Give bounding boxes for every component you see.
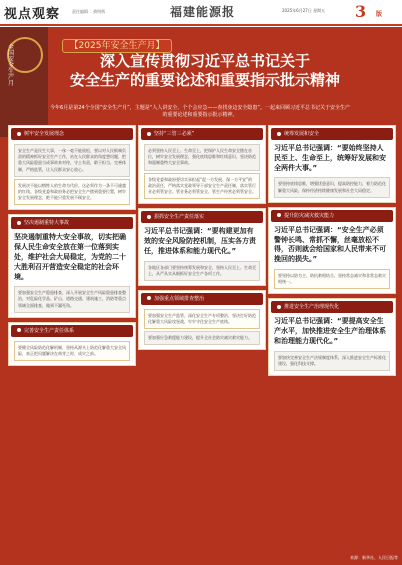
card-heading: 完善安全生产责任体系 <box>11 325 133 337</box>
card-body: 安全生产是民生大事，一丝一毫不能放松，要以对人民极端负责的精神抓好安全生产工作，站在人民群众的角度想问题，把重大风险隐患当成事故来对待，守土有责，敢于担当，完善体制，严格监管，让人民群众安心放心。 <box>14 144 130 177</box>
card-lede: 坚决遏制重特大安全事故，切实把确保人民生命安全放在第一位落到实处，维护社会大局稳定，为党的二十大胜利召开营造安全稳定的社会环境。 <box>14 233 126 281</box>
card-body: 各地区各部门要坚持统筹发展和安全，坚持人民至上、生命至上，从严从实从细抓好安全生产各项工作。 <box>144 261 260 281</box>
bullet-icon <box>17 328 21 332</box>
date-line: 2025年6月27日 星期五 <box>282 8 326 13</box>
side-tag-text: 全国安全生产月 <box>8 44 15 87</box>
headline-line-2: 安全生产的重要论述和重要指示批示精神 <box>69 71 340 90</box>
card-heading: 加强重点领域排查整治 <box>141 293 263 305</box>
article-card <box>138 125 266 204</box>
card-lede: 习近平总书记强调：“要始终坚持人民至上、生命至上，统筹好发展和安全两件大事。” <box>274 144 386 172</box>
bullet-icon <box>147 132 151 136</box>
paper-name: 福建能源报 <box>170 5 236 19</box>
article-card <box>268 207 396 295</box>
card-body: 要坚持底线思维，增强忧患意识，提高防控能力，着力防范化解重大风险，保持经济持续健康发展和社会大局稳定。 <box>274 177 390 197</box>
card-heading: 坚决遏制重特大事故 <box>11 217 133 229</box>
article-card <box>8 214 136 318</box>
card-heading: 提升防灾减灾救灾能力 <box>271 210 393 222</box>
article-card <box>268 125 396 203</box>
article-card <box>268 298 396 376</box>
bullet-icon <box>17 221 21 225</box>
card-body-secondary: 要加强应急救援能力建设，提升全社会防灾减灾救灾能力。 <box>144 331 260 345</box>
column-a <box>8 125 136 370</box>
card-heading: 坚持“三管三必须” <box>141 128 263 140</box>
card-body: 要加快完善安全生产法规制度体系，深入推进安全生产标准化建设，强化科技支撑。 <box>274 351 390 371</box>
editor-line: 责任编辑 ：俞明辉 <box>72 9 106 14</box>
card-body-secondary: 各级党委和政府要切实承担起“促一方发展、保一方平安”的政治责任，严格落实党政领导干部安全生产责任制，落实管行业必须管安全、管业务必须管安全、管生产经营必须管安全。 <box>144 173 260 200</box>
source-credit: 来源：新华社、人民日报等 <box>350 555 398 560</box>
bullet-icon <box>147 215 151 219</box>
article-card <box>138 208 266 286</box>
feature-board <box>0 27 402 565</box>
bullet-icon <box>17 132 21 136</box>
headline-line-1: 深入宣传贯彻习近平总书记关于 <box>99 52 310 70</box>
card-heading: 推进安全生产治理现代化 <box>271 301 393 313</box>
card-body: 要加强安全生产监管，深化安全生产专项整治，坚决打好防范化解重大风险攻坚战，牢牢守住安全生产底线。 <box>144 309 260 329</box>
card-body: 必须坚持人民至上、生命至上，把保护人民生命安全摆在首位，树牢安全发展理念，强化底线思维和红线意识，坚决防范和遏制重特大安全事故。 <box>144 144 260 171</box>
card-lede: 习近平总书记强调：“要构建更加有效的安全风险防控机制，压实各方责任，推进体系和能力现代化。” <box>144 227 256 255</box>
article-card <box>138 290 266 351</box>
dek: 今年6月是第24个全国“安全生产月”，主题是“人人讲安全、个个会应急——查找身边安全隐患”。一起来回顾习近平总书记关于安全生产的重要论述和重要指示批示精神。 <box>50 105 350 118</box>
bullet-icon <box>147 296 151 300</box>
card-heading: 狠抓安全生产责任落实 <box>141 211 263 223</box>
section-title: 视点观察 <box>4 7 61 22</box>
article-card <box>8 125 136 210</box>
card-body: 要坚持以防为主、防抗救相结合，坚持常态减灾和非常态救灾相统一。 <box>274 269 390 289</box>
card-body: 要健全风险防范化解机制，坚持从源头上防范化解重大安全风险，真正把问题解决在萌芽之时、成灾之前。 <box>14 341 130 361</box>
page-number: 3 <box>355 2 367 21</box>
main-headline <box>30 53 380 90</box>
campaign-banner: 【2025年安全生产月】 <box>62 39 172 53</box>
card-body: 要加强安全生产隐患排查，深入开展安全生产风险隐患排查整治，对危险化学品、矿山、道路交通、建筑施工、消防等重点领域全面排查，做到不漏死角。 <box>14 286 130 313</box>
column-b <box>138 125 266 354</box>
card-lede: 习近平总书记强调：“安全生产必须警钟长鸣、常抓不懈，丝毫放松不得，否则就会给国家和人民带来不可挽回的损失。” <box>274 225 386 264</box>
page-suffix: 版 <box>376 11 383 18</box>
card-heading: 统筹发展和安全 <box>271 128 393 140</box>
card-lede: 习近平总书记强调：“要提高安全生产水平，加快推进安全生产治理体系和治理能力现代化。” <box>274 317 386 345</box>
card-heading: 树牢安全发展理念 <box>11 128 133 140</box>
column-c <box>268 125 396 380</box>
bullet-icon <box>277 132 281 136</box>
bullet-icon <box>277 213 281 217</box>
card-body-secondary: 发展决不能以牺牲人的生命为代价。这必须作为一条不可逾越的红线。各级党委和政府务必把安全生产摆到重要位置，树牢安全发展理念，绝不能只重发展不顾安全。 <box>14 179 130 206</box>
article-card <box>8 322 136 366</box>
bullet-icon <box>277 305 281 309</box>
masthead <box>0 0 402 26</box>
